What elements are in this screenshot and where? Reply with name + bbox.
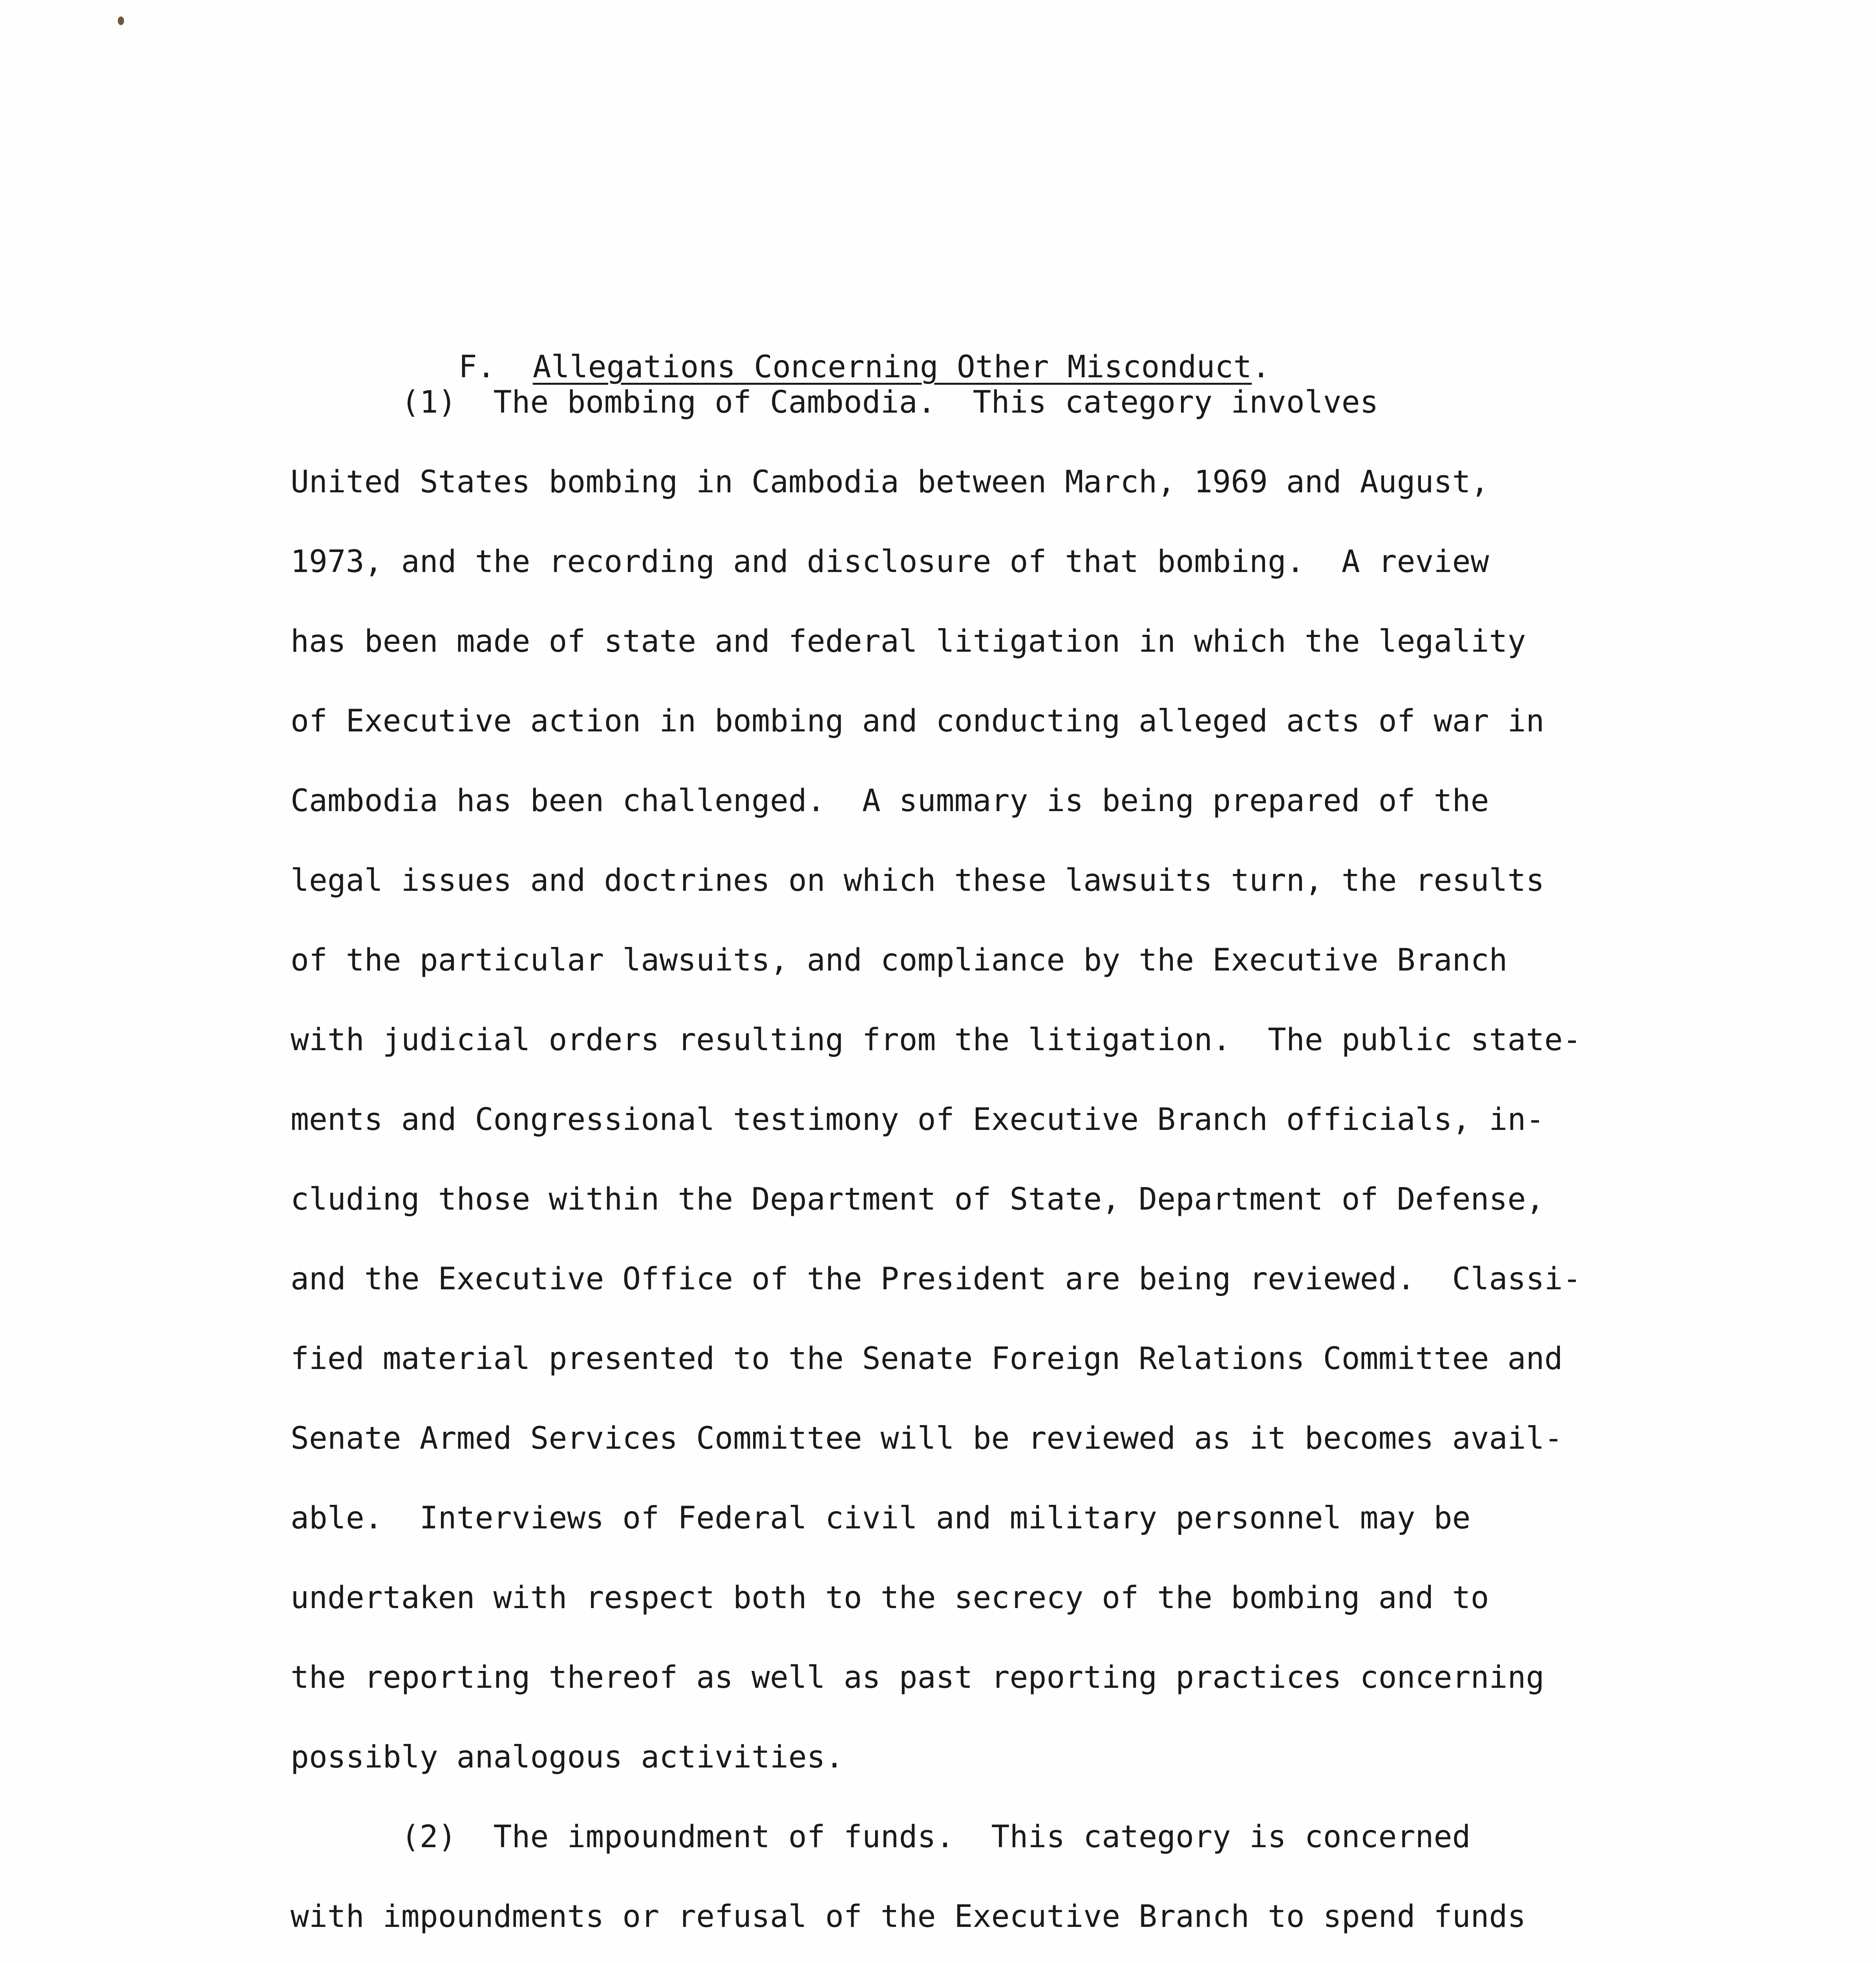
text-line: cluding those within the Department of State, Department of Defense,: [291, 1182, 1545, 1217]
text-line: ments and Congressional testimony of Executive Branch officials, in-: [291, 1102, 1545, 1137]
text-line: with impoundments or refusal of the Executive Branch to spend funds: [291, 1899, 1526, 1934]
text-line: undertaken with respect both to the secrecy of the bombing and to: [291, 1580, 1489, 1616]
text-line: (2) The impoundment of funds. This category is concerned: [291, 1819, 1471, 1855]
text-line: of Executive action in bombing and conducting alleged acts of war in: [291, 704, 1545, 739]
section-title-end: .: [1252, 349, 1271, 385]
text-line: Senate Armed Services Committee will be reviewed as it becomes avail-: [291, 1421, 1563, 1456]
text-line: Cambodia has been challenged. A summary is being prepared of the: [291, 783, 1489, 819]
text-line: possibly analogous activities.: [291, 1740, 844, 1775]
text-line: able. Interviews of Federal civil and military personnel may be: [291, 1501, 1471, 1536]
text-line: United States bombing in Cambodia between March, 1969 and August,: [291, 464, 1489, 500]
section-letter: F.: [458, 349, 496, 385]
text-line: legal issues and doctrines on which these lawsuits turn, the results: [291, 863, 1545, 898]
text-line: with judicial orders resulting from the litigation. The public state-: [291, 1022, 1582, 1058]
text-line: (1) The bombing of Cambodia. This category involves: [291, 385, 1379, 420]
section-title: Allegations Concerning Other Misconduct: [532, 349, 1252, 385]
text-line: fied material presented to the Senate Foreign Relations Committee and: [291, 1341, 1563, 1376]
text-line: the reporting thereof as well as past reporting practices concerning: [291, 1660, 1545, 1695]
text-line: of the particular lawsuits, and compliance by the Executive Branch: [291, 943, 1508, 978]
text-line: and the Executive Office of the President are being reviewed. Classi-: [291, 1261, 1582, 1297]
paper-speck: [118, 16, 124, 25]
text-line: 1973, and the recording and disclosure of that bombing. A review: [291, 544, 1489, 579]
text-line: has been made of state and federal litigation in which the legality: [291, 624, 1526, 659]
